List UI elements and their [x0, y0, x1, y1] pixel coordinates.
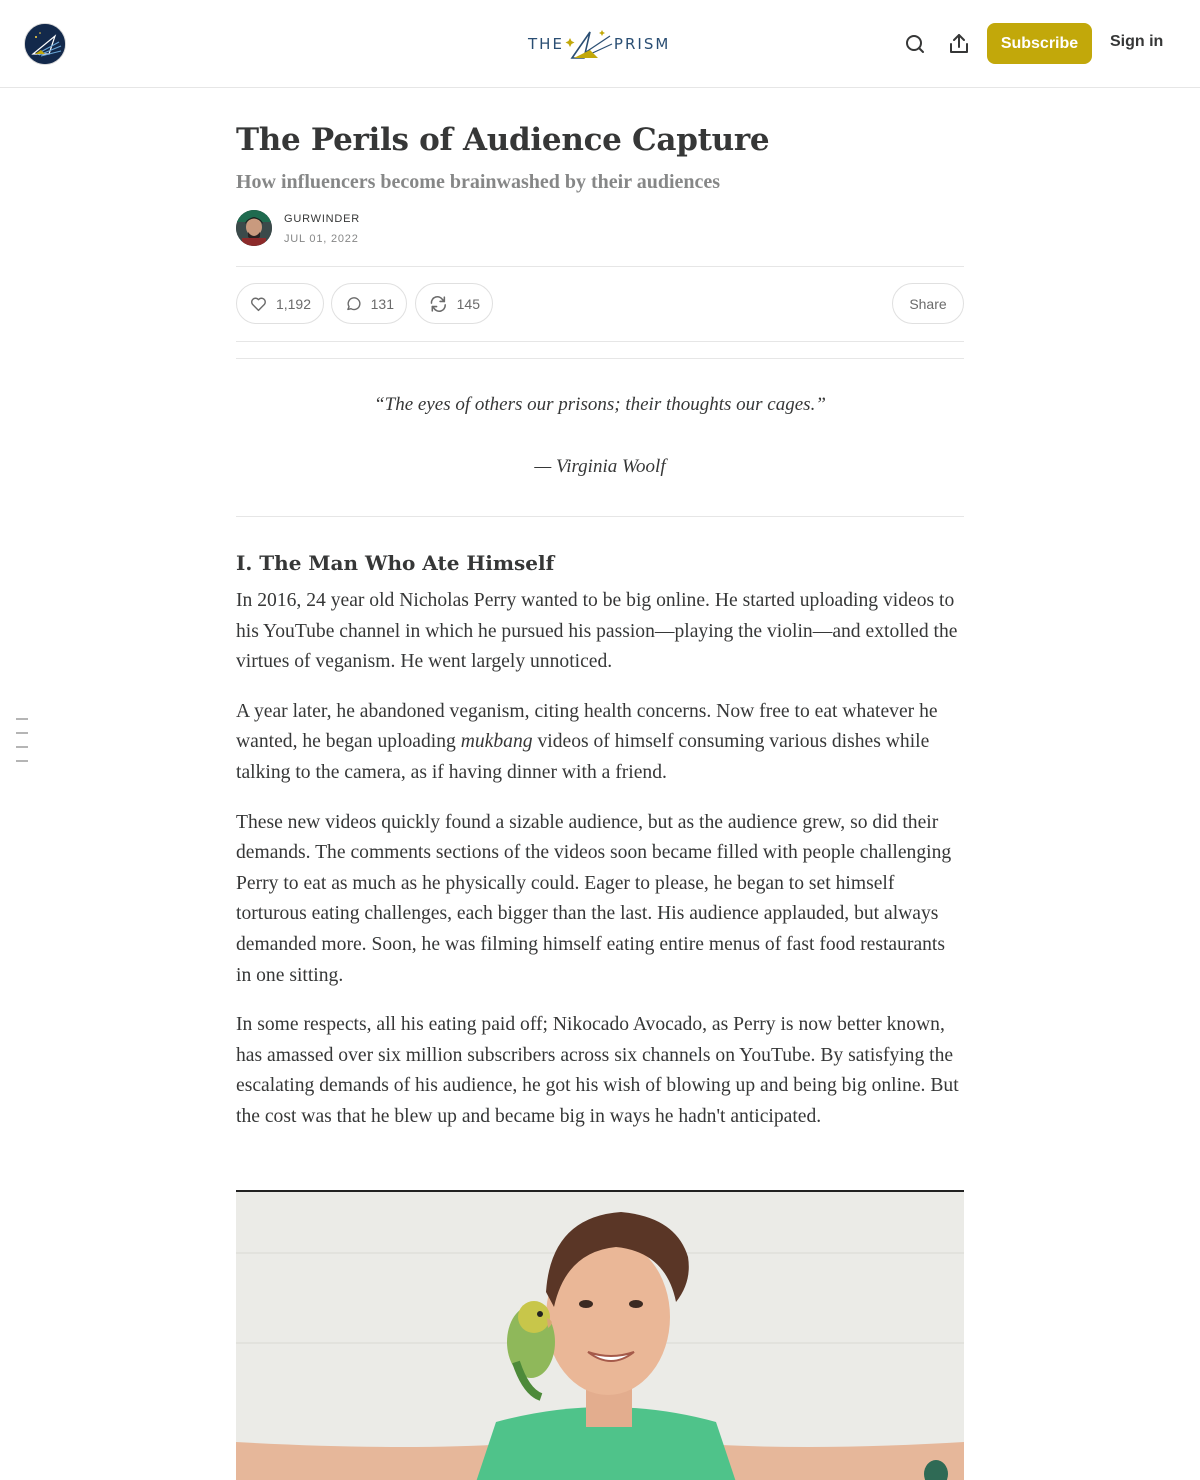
- epigraph: [236, 359, 964, 516]
- paragraph-text: A year later, he abandoned veganism, citing health concerns. Now free to eat whatever he wanted, he began uploading: [236, 700, 938, 753]
- post-actions: [236, 267, 964, 341]
- post-date: JUL 01, 2022: [284, 233, 359, 245]
- share-label: Share: [909, 295, 947, 312]
- toc-line: [16, 746, 28, 748]
- publication-logo[interactable]: [528, 24, 678, 64]
- epigraph-author: — Virginia Woolf: [534, 456, 666, 477]
- toc-line: [16, 732, 28, 734]
- section-heading: I. The Man Who Ate Himself: [236, 551, 555, 575]
- emphasis-text: mukbang: [460, 731, 533, 753]
- sign-in-link[interactable]: Sign in: [1110, 33, 1164, 50]
- search-icon[interactable]: [903, 32, 927, 56]
- byline: [236, 210, 964, 266]
- share-icon[interactable]: [947, 32, 971, 56]
- paragraph-text: videos of himself consuming various dishes while talking to the camera, as if having dinner with a friend.: [236, 731, 930, 783]
- prism-logo-icon: [564, 24, 614, 64]
- author-avatar[interactable]: [236, 210, 272, 246]
- comment-count: 131: [370, 295, 394, 312]
- table-of-contents-toggle[interactable]: [16, 718, 30, 774]
- restack-button[interactable]: [415, 283, 493, 324]
- logo-text-left: THE: [528, 35, 564, 53]
- publication-avatar[interactable]: [24, 23, 66, 65]
- comment-icon: [344, 293, 363, 315]
- paragraph: In some respects, all his eating paid off; Nikocado Avocado, as Perry is now better known, has amassed over six million subscribers across six channels on YouTube. By satisfying the escalating demands of his audience, he got his wish of blowing up and being big online. But the cost was that he blew up and became big in ways he hadn't anticipated.: [236, 1014, 959, 1127]
- publication-logo-icon: [25, 24, 66, 65]
- epigraph-text: “The eyes of others our prisons; their thoughts our cages.”: [374, 394, 826, 415]
- author-name[interactable]: GURWINDER: [284, 213, 361, 225]
- person-with-parrot-photo: [236, 1192, 964, 1480]
- comment-button[interactable]: [331, 283, 407, 324]
- post-subtitle: How influencers become brainwashed by their audiences: [236, 171, 721, 193]
- like-button[interactable]: [236, 283, 324, 324]
- paragraph: In 2016, 24 year old Nicholas Perry wanted to be big online. He started uploading videos to his YouTube channel in which he pursued his passion—playing the violin—and extolled the virtues of veganism. He went largely unnoticed.: [236, 590, 958, 673]
- toc-line: [16, 760, 28, 762]
- restack-icon: [428, 293, 449, 315]
- divider: [236, 516, 964, 517]
- logo-text-right: PRISM: [613, 35, 671, 53]
- paragraph: [236, 697, 964, 789]
- article: [236, 88, 964, 1133]
- subscribe-button[interactable]: Subscribe: [987, 23, 1092, 64]
- post-title: The Perils of Audience Capture: [236, 122, 770, 158]
- restack-count: 145: [456, 295, 480, 312]
- heart-icon: [249, 293, 268, 315]
- article-image[interactable]: [236, 1190, 964, 1480]
- like-count: 1,192: [275, 295, 311, 312]
- site-header: [0, 0, 1200, 88]
- paragraph: These new videos quickly found a sizable audience, but as the audience grew, so did their demands. The comments sections of the videos soon became filled with people challenging Perry to eat as much as he physically could. Eager to please, he began to set himself torturous eating challenges, each bigger than the last. His audience applauded, but always demanded more. Soon, he was filming himself eating entire menus of fast food restaurants in one sitting.: [236, 811, 952, 986]
- toc-line: [16, 718, 28, 720]
- share-button[interactable]: [892, 283, 964, 324]
